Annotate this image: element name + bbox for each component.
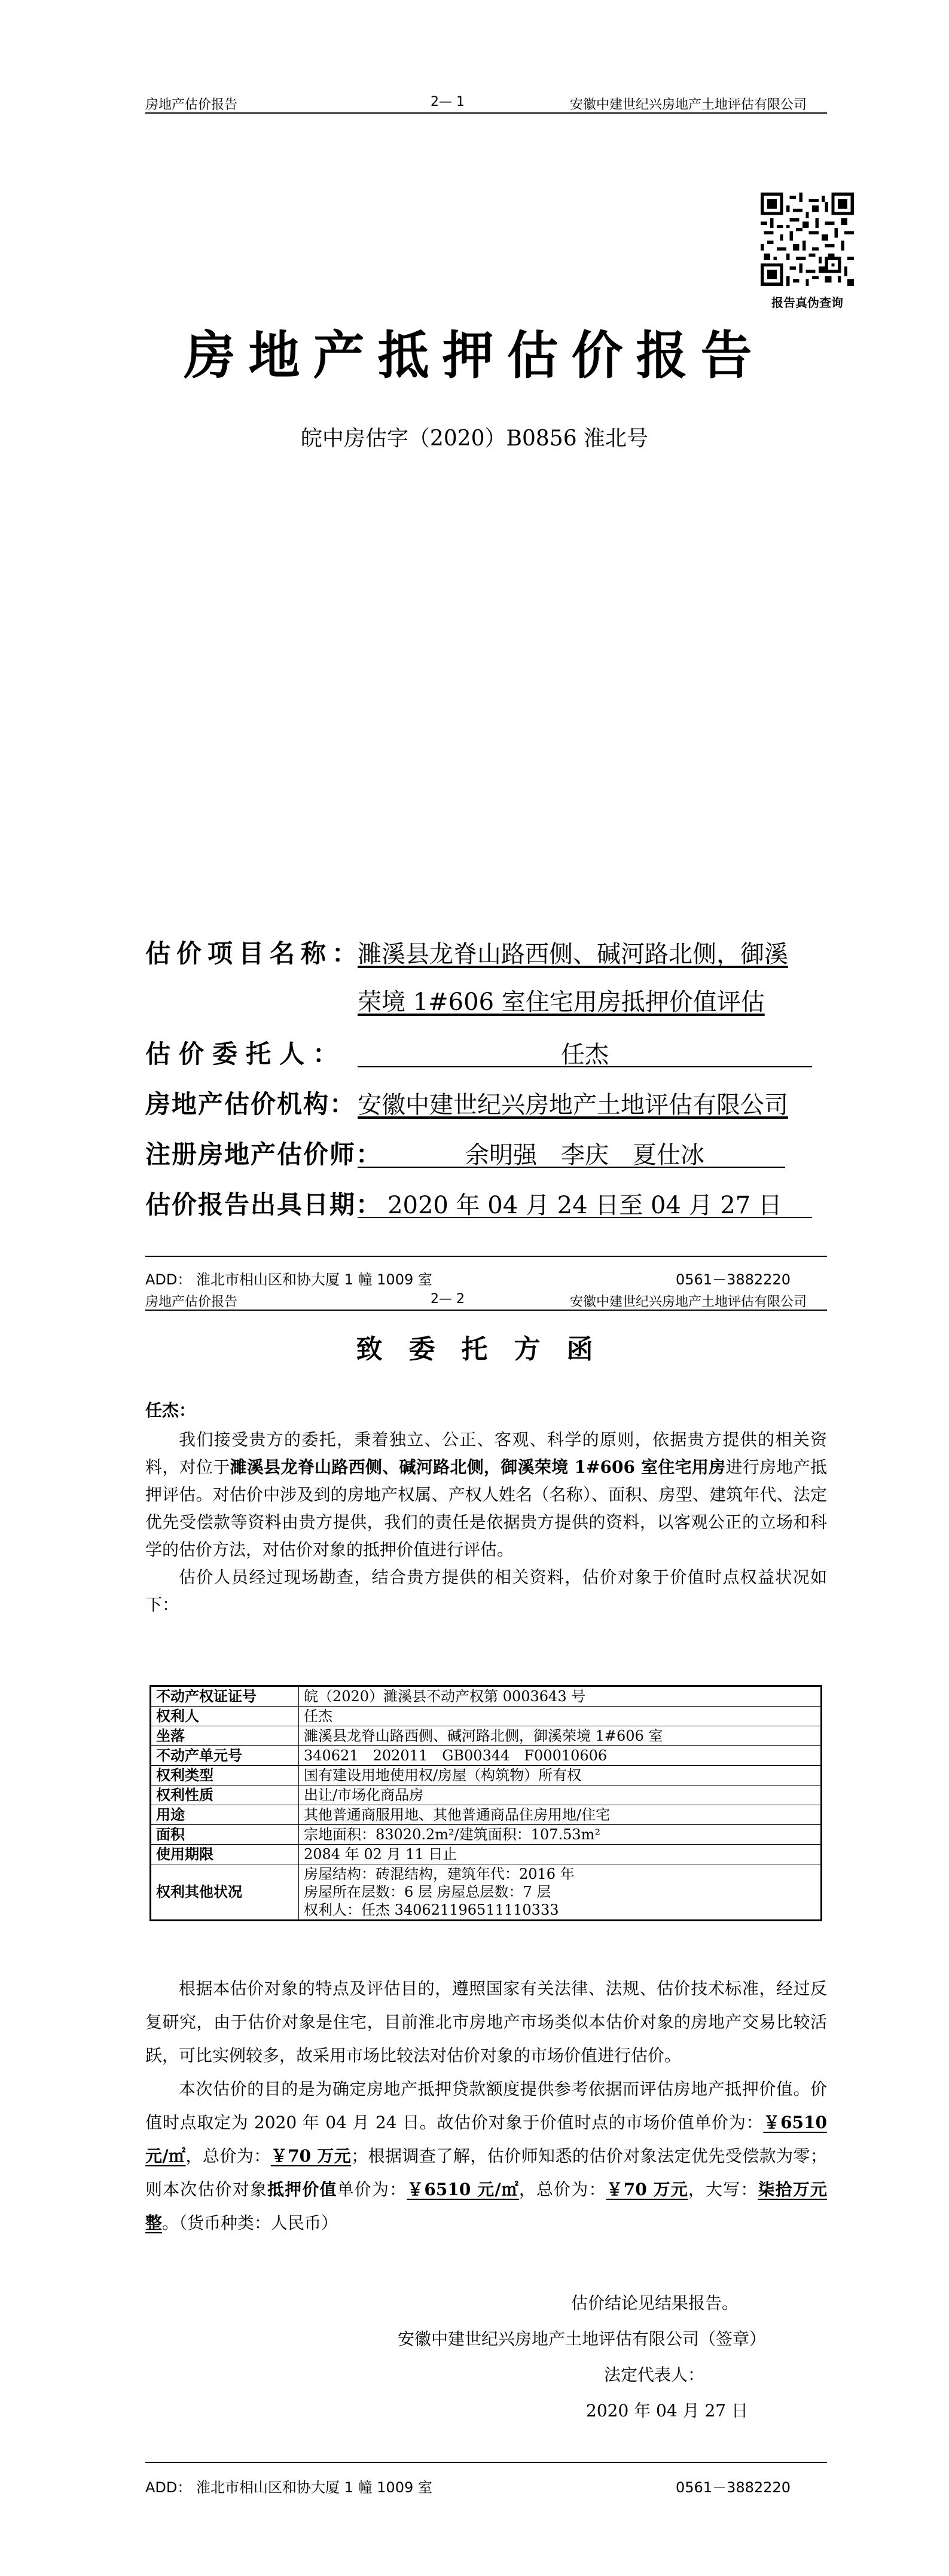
issue-date-underline bbox=[358, 1217, 812, 1218]
footer-address: ADD： 淮北市相山区和协大厦 1 幢 1009 室 bbox=[145, 2479, 432, 2496]
signature-date: 2020 年 04 月 27 日 bbox=[586, 2401, 749, 2421]
company-signature: 安徽中建世纪兴房地产土地评估有限公司（签章） bbox=[398, 2329, 767, 2349]
table-row: 权利人 任杰 bbox=[151, 1707, 822, 1726]
footer-rule bbox=[145, 2462, 827, 2463]
agency-value: 安徽中建世纪兴房地产土地评估有限公司 bbox=[358, 1091, 788, 1119]
report-title: 房地产抵押估价报告 bbox=[184, 325, 765, 386]
unit-price: ￥6510 元/㎡ bbox=[145, 2113, 827, 2166]
client-value: 任杰 bbox=[561, 1041, 609, 1069]
paragraph-1 bbox=[145, 1426, 827, 1619]
footer-rule bbox=[145, 1256, 827, 1257]
header-rule bbox=[145, 1310, 827, 1311]
p1-text-a: 我们接受贵方的委托，秉着独立、公正、客观、科学的原则，依据贵方提供的相关资料，对位于 bbox=[145, 1430, 827, 1477]
agency-label: 房地产估价机构： bbox=[145, 1089, 356, 1119]
footer-address: ADD： 淮北市相山区和协大厦 1 幢 1009 室 bbox=[145, 1271, 432, 1288]
table-row: 不动产单元号 340621 202011 GB00344 F00010606 bbox=[151, 1746, 822, 1766]
header-rule bbox=[145, 112, 827, 114]
total-price: ￥70 万元 bbox=[270, 2146, 352, 2166]
header-right: 安徽中建世纪兴房地产土地评估有限公司 bbox=[570, 1295, 807, 1310]
client-underline bbox=[358, 1066, 812, 1067]
table-row: 权利性质 出让/市场化商品房 bbox=[151, 1786, 822, 1805]
paragraph-2: 估价人员经过现场勘查，结合贵方提供的相关资料，估价对象于价值时点权益状况如下： bbox=[145, 1567, 827, 1614]
table-row: 权利类型 国有建设用地使用权/房屋（构筑物）所有权 bbox=[151, 1766, 822, 1786]
table-row: 权利其他状况 房屋结构：砖混结构，建筑年代：2016 年 房屋所在层数：6 层 房屋总层数：7 层 权利人：任杰 340621196511110333 bbox=[151, 1864, 822, 1921]
header-left: 房地产估价报告 bbox=[145, 97, 238, 112]
total-in-words: 柒拾万元整 bbox=[145, 2180, 827, 2233]
issue-date-label: 估价报告出具日期： bbox=[145, 1190, 383, 1219]
table-row: 用途 其他普通商服用地、其他普通商品住房用地/住宅 bbox=[151, 1805, 822, 1825]
table-row: 坐落 濉溪县龙脊山路西侧、碱河路北侧，御溪荣境 1#606 室 bbox=[151, 1726, 822, 1746]
qr-code-icon[interactable] bbox=[761, 193, 854, 286]
p1-text-c: 进行房地产抵押评估。对估价中涉及到的房地产权属、产权人姓名（名称）、面积、房型、建筑年代、法定优先受偿款等资料由贵方提供，我们的责任是依据贵方提供的资料，以客观公正的立场和科学的估价方法，对估价对象的抵押价值进行评估。 bbox=[145, 1457, 827, 1559]
client-label: 估价委托人： bbox=[145, 1039, 347, 1069]
letter-title: 致 委 托 方 函 bbox=[356, 1334, 593, 1365]
project-name-line-2: 荣境 1#606 室住宅用房抵押价值评估 bbox=[358, 988, 765, 1016]
mortgage-unit-price: ￥6510 元/㎡ bbox=[407, 2180, 519, 2199]
appraisers-underline bbox=[358, 1167, 785, 1168]
table-row: 面积 宗地面积：83020.2m²/建筑面积：107.53m² bbox=[151, 1825, 822, 1845]
mortgage-total-price: ￥70 万元 bbox=[606, 2180, 688, 2199]
header-left: 房地产估价报告 bbox=[145, 1295, 238, 1310]
appraisers-value: 余明强 李庆 夏仕冰 bbox=[465, 1142, 704, 1169]
issue-date-value: 2020 年 04 月 24 日至 04 月 27 日 bbox=[387, 1192, 782, 1219]
legal-representative: 法定代表人： bbox=[604, 2365, 705, 2385]
paragraph-3: 根据本估价对象的特点及评估目的，遵照国家有关法律、法规、估价技术标准，经过反复研究，由于估价对象是住宅，目前淮北市房地产市场类似本估价对象的房地产交易比较活跃，可比实例较多，故采用市场比较法对估价对象的市场价值进行估价。 bbox=[145, 1979, 827, 2065]
appraisers-label: 注册房地产估价师： bbox=[145, 1140, 383, 1169]
table-row: 不动产权证证号 皖（2020）濉溪县不动产权第 0003643 号 bbox=[151, 1686, 822, 1707]
property-info-table bbox=[149, 1685, 822, 1921]
header-page-number: 2— 2 bbox=[431, 1292, 465, 1307]
salutation: 任杰： bbox=[145, 1400, 196, 1420]
footer-phone: 0561－3882220 bbox=[676, 2479, 791, 2496]
project-name-line-1: 濉溪县龙脊山路西侧、碱河路北侧，御溪 bbox=[358, 941, 788, 968]
project-name-label: 估价项目名称： bbox=[145, 939, 364, 968]
header-page-number: 2— 1 bbox=[431, 94, 465, 109]
p1-address: 濉溪县龙脊山路西侧、碱河路北侧，御溪荣境 1#606 室住宅用房 bbox=[230, 1457, 726, 1477]
paragraph-4: 本次估价的目的是为确定房地产抵押贷款额度提供参考依据而评估房地产抵押价值。价值时点取定为 2020 年 04 月 24 日。故估价对象于价值时点的市场价值单价为：￥6510 元/㎡，总价为：￥70 万元；根据调查了解，估价师知悉的估价对象法定优先受偿款为零；则本次估价对象抵押价值单价为：￥6510 元/㎡，总价为：￥70 万元，大写：柒拾万元整。（货币种类：人民币） bbox=[145, 2079, 827, 2233]
qr-caption: 报告真伪查询 bbox=[771, 295, 843, 310]
header-right: 安徽中建世纪兴房地产土地评估有限公司 bbox=[570, 97, 807, 112]
table-row: 使用期限 2084 年 02 月 11 日止 bbox=[151, 1845, 822, 1864]
report-number: 皖中房估字（2020）B0856 淮北号 bbox=[300, 426, 649, 451]
closing-line: 估价结论见结果报告。 bbox=[571, 2293, 739, 2313]
conclusion-paragraphs bbox=[145, 1972, 827, 2240]
footer-phone: 0561－3882220 bbox=[676, 1271, 791, 1288]
